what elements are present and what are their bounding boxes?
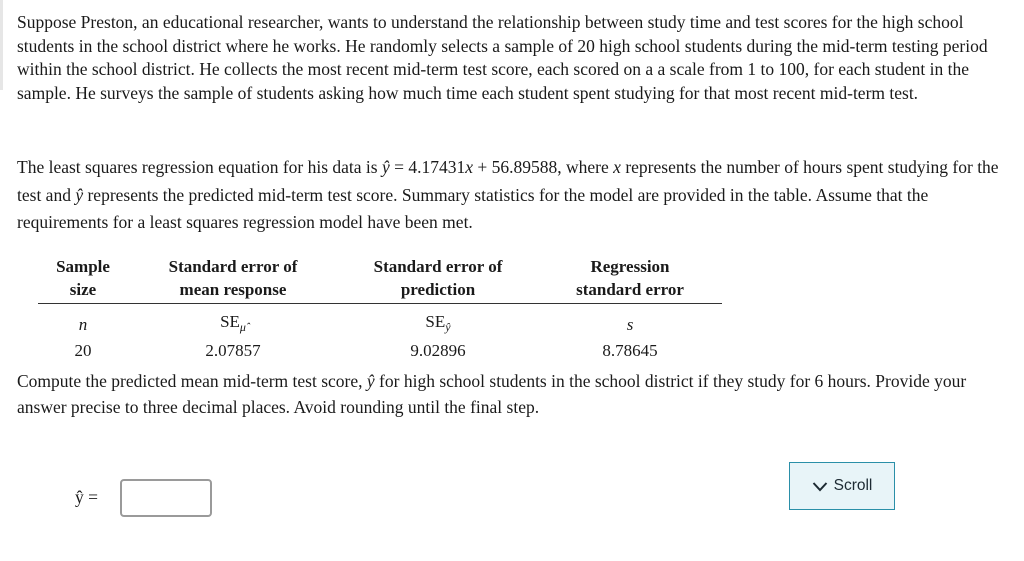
table-row — [38, 339, 722, 363]
problem-intro — [17, 11, 1007, 105]
header-line: standard error — [576, 280, 684, 299]
header-sample-size — [38, 255, 128, 304]
symbol-n-text: n — [78, 314, 88, 334]
header-regression-se — [538, 255, 722, 304]
symbol-s — [538, 304, 722, 340]
value-regression-se: 8.78645 — [602, 341, 658, 360]
symbol-se-y — [338, 304, 538, 340]
header-line: prediction — [400, 280, 476, 299]
equation-mid2: represents the number of hours spent studying for the test and — [17, 157, 999, 205]
header-line: Sample — [56, 257, 110, 276]
symbol-s-text: s — [626, 314, 634, 334]
table-symbol-row — [38, 304, 722, 340]
question-paragraph — [17, 368, 1007, 420]
header-line: mean response — [179, 280, 287, 299]
problem-intro-text: Suppose Preston, an educational researcher, wants to understand the relationship between study time and test scores for the high school students in the school district where he works. He randomly selects a sample of 20 high school students during the mid-term testing period within the school district. He collects the most recent mid-term test score, each scored on a a scale from 1 to 100, for each student in the sample. He surveys the sample of students asking how much time each student spent studying for that most recent mid-term test. — [17, 12, 988, 103]
regression-equation-paragraph — [17, 154, 1007, 237]
question-lead: Compute the predicted mean mid-term test score, — [17, 371, 363, 391]
symbol-se-text: SE — [220, 312, 240, 331]
scroll-button-label: Scroll — [833, 477, 873, 494]
header-line: size — [69, 280, 97, 299]
header-se-prediction — [338, 255, 538, 304]
header-se-mean-response — [128, 255, 338, 304]
value-se-mean-response: 2.07857 — [205, 341, 261, 360]
symbol-se-mu — [128, 304, 338, 340]
left-rule — [0, 0, 3, 90]
question-end: for high school students in the school district if they study for 6 hours. Provide your answer precise to three decimal places. Avoid rounding until the final step. — [17, 371, 967, 417]
equation-lead: The least squares regression equation for his data is — [17, 157, 378, 177]
scroll-button[interactable] — [789, 462, 895, 510]
equation-mid: , where — [557, 157, 609, 177]
slope-value: 4.17431 — [408, 157, 466, 177]
symbol-n — [38, 304, 128, 340]
symbol-y-subscript: ŷ — [445, 320, 451, 334]
equals-sign: = — [394, 157, 404, 177]
x-variable-ref: x — [613, 157, 621, 177]
y-hat-question: ŷ — [366, 371, 375, 391]
symbol-se-text: SE — [425, 312, 446, 331]
header-line: Standard error of — [373, 257, 503, 276]
answer-label: ŷ = — [75, 487, 98, 507]
summary-statistics-table — [38, 255, 722, 363]
header-line: Regression — [590, 257, 670, 276]
equation-end: represents the predicted mid-term test score. Summary statistics for the model are provided in the table. Assume that the requirements for a least squares regression model have been met. — [17, 184, 929, 232]
x-variable: x — [465, 157, 474, 177]
y-hat-ref: ŷ — [75, 184, 84, 205]
y-hat-symbol: ŷ — [381, 157, 390, 177]
chevron-down-icon — [812, 481, 828, 492]
value-se-prediction: 9.02896 — [410, 341, 466, 360]
header-line: Standard error of — [168, 257, 298, 276]
plus-sign: + — [477, 157, 488, 177]
symbol-mu-subscript: μ̂ — [239, 320, 246, 334]
intercept-value: 56.89588 — [491, 157, 558, 177]
table-header-row — [38, 255, 722, 304]
value-sample-size: 20 — [74, 341, 92, 360]
answer-input[interactable] — [120, 479, 212, 517]
